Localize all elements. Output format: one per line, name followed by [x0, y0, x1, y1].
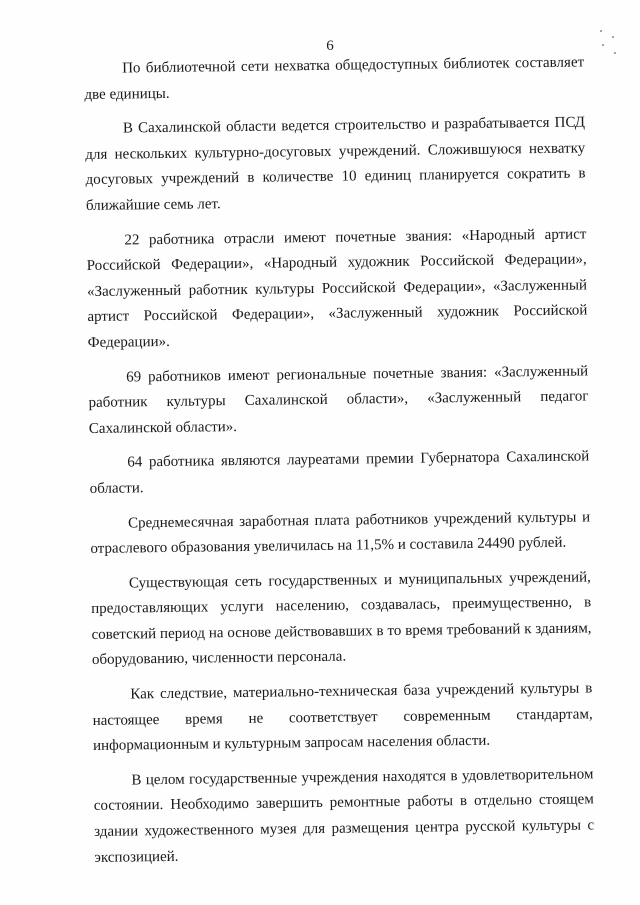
paragraph: В Сахалинской области ведется строительство и разрабатывается ПСД для нескольких культурно-досуговых учреждений. Сложившуюся нехватку досуговых учреждений в количестве 10 единиц планируется сократить в ближайшие семь лет.	[85, 114, 586, 214]
paragraph: По библиотечной сети нехватка общедоступных библиотек составляет две единицы.	[84, 54, 585, 103]
paragraph: 69 работников имеют региональные почетные звания: «Заслуженный работник культуры Сахалинской области», «Заслуженный педагог Сахалинской области».	[88, 362, 589, 437]
document-body	[84, 50, 595, 871]
paragraph: Среднемесячная заработная плата работников учреждений культуры и отраслевого образования увеличилась на 11,5% и составила 24490 рублей.	[90, 508, 591, 558]
paragraph: Как следствие, материально-техническая база учреждений культуры в настоящее время не соответствует современным стандартам, информационным и культурным запросам населения области.	[92, 680, 593, 755]
page-number: 6	[326, 38, 334, 54]
paragraph: В целом государственные учреждения находятся в удовлетворительном состоянии. Необходимо завершить ремонтные работы в отдельно стоящем здании художественного музея для размещения центра русской культуры с экспозицией.	[93, 766, 595, 866]
paragraph: Существующая сеть государственных и муниципальных учреждений, предоставляющих услуги населению, создавалась, преимущественно, в советский период на основе действовавших в то время требований к зданиям, оборудованию, численности персонала.	[91, 569, 592, 669]
paragraph: 64 работника являются лауреатами премии Губернатора Сахалинской области.	[89, 448, 590, 497]
paragraph: 22 работника отрасли имеют почетные звания: «Народный артист Российской Федерации», «Народный художник Российской Федерации», «Заслуженный работник культуры Российской Федерации», «Заслуженный артист Российской Федерации», «Заслуженный художник Российской Федерации».	[86, 226, 588, 351]
